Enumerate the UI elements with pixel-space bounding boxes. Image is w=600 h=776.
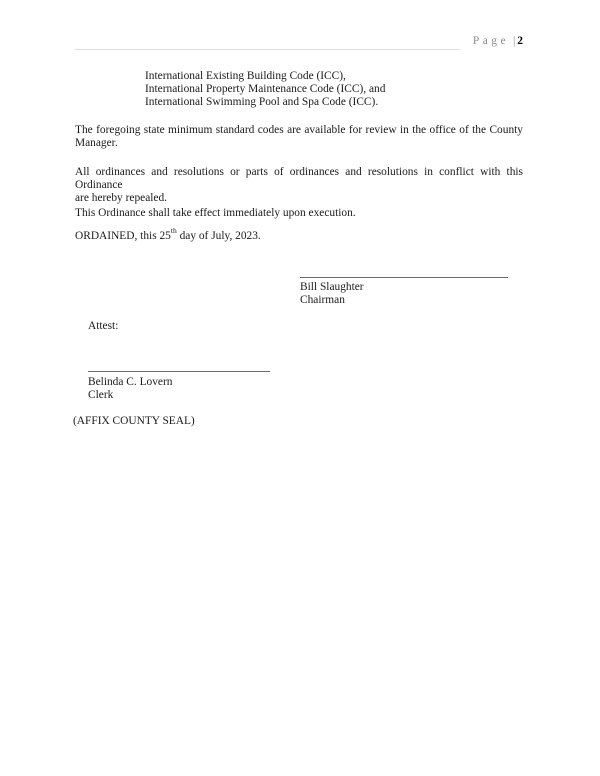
seal-note: (AFFIX COUNTY SEAL)	[73, 415, 195, 427]
attest-label: Attest:	[88, 320, 119, 332]
page-separator: |	[513, 35, 516, 47]
page-label: Page	[472, 35, 510, 47]
paragraph-repeal	[75, 166, 523, 206]
clerk-signature-line	[88, 371, 270, 372]
paragraph-line: Manager.	[75, 137, 118, 150]
chairman-signature-line	[300, 277, 508, 278]
code-item: International Swimming Pool and Spa Code (ICC).	[145, 96, 379, 109]
page-number-value: 2	[517, 35, 523, 47]
codes-list	[145, 70, 385, 110]
clerk-title: Clerk	[88, 389, 114, 401]
header-rule	[75, 49, 460, 50]
paragraph-effect	[75, 207, 523, 220]
ordinal-superscript: th	[170, 226, 177, 236]
paragraph-line: All ordinances and resolutions or parts of ordinances and resolutions in conflict with this Ordinance	[75, 166, 523, 192]
code-item: International Property Maintenance Code (ICC), and	[145, 83, 386, 96]
code-item: International Existing Building Code (ICC),	[145, 70, 346, 82]
ordained-text: ORDAINED, this 25	[75, 230, 171, 242]
paragraph-line: This Ordinance shall take effect immediately upon execution.	[75, 207, 356, 219]
chairman-name: Bill Slaughter	[300, 281, 364, 293]
paragraph-line: are hereby repealed.	[75, 192, 168, 205]
chairman-title: Chairman	[300, 294, 345, 306]
paragraph-review	[75, 124, 523, 150]
paragraph-ordained	[75, 226, 523, 243]
ordained-text: day of July, 2023.	[176, 230, 261, 242]
page-number-field	[473, 35, 523, 48]
page-header	[75, 34, 523, 50]
paragraph-line: The foregoing state minimum standard codes are available for review in the office of the County	[75, 124, 523, 136]
clerk-name: Belinda C. Lovern	[88, 376, 173, 388]
